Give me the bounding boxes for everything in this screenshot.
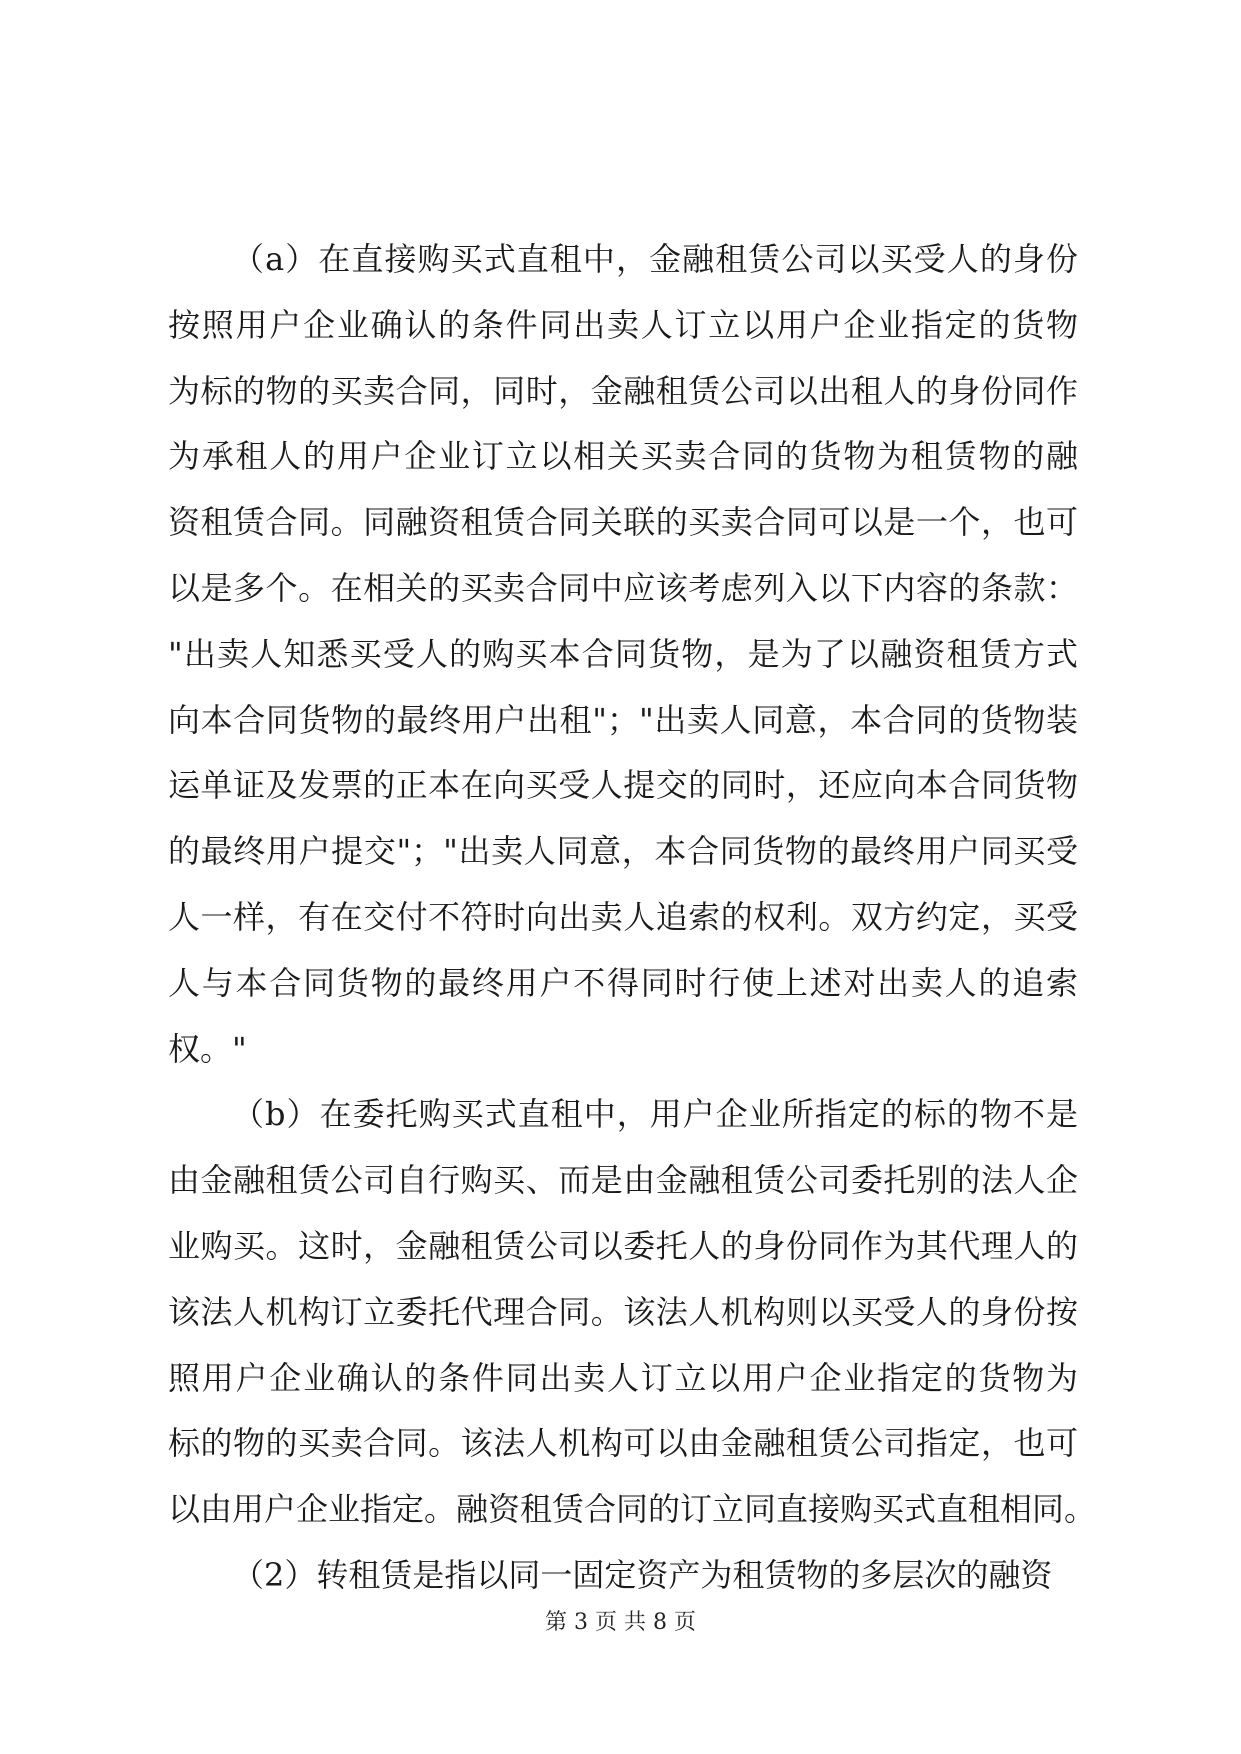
- text-line: 由金融租赁公司自行购买、而是由金融租赁公司委托别的法人企: [168, 1161, 1078, 1200]
- paragraph-para-a: [168, 227, 1078, 1082]
- text-line: 为承租人的用户企业订立以相关买卖合同的货物为租赁物的融: [168, 437, 1078, 476]
- text-line: （a）在直接购买式直租中，金融租赁公司以买受人的身份: [232, 240, 1078, 278]
- paragraph-para-2: [168, 1543, 1078, 1609]
- text-line: 标的物的买卖合同。该法人机构可以由金融租赁公司指定，也可: [168, 1424, 1078, 1463]
- text-line: 照用户企业确认的条件同出卖人订立以用户企业指定的货物为: [168, 1358, 1078, 1397]
- text-line: 向本合同货物的最终用户出租"；"出卖人同意，本合同的货物装: [168, 700, 1078, 739]
- text-line: 人与本合同货物的最终用户不得同时行使上述对出卖人的追索: [168, 963, 1078, 1002]
- text-line: "出卖人知悉买受人的购买本合同货物，是为了以融资租赁方式: [168, 634, 1078, 673]
- text-line: 权。": [168, 1029, 247, 1068]
- text-line: 以由用户企业指定。融资租赁合同的订立同直接购买式直租相同。: [168, 1490, 1097, 1529]
- text-line: 为标的物的买卖合同，同时，金融租赁公司以出租人的身份同作: [168, 371, 1078, 410]
- text-line: （b）在委托购买式直租中，用户企业所指定的标的物不是: [232, 1095, 1078, 1134]
- text-line: 人一样，有在交付不符时向出卖人追索的权利。双方约定，买受: [168, 897, 1078, 936]
- document-body: [168, 227, 1097, 1609]
- text-line: 运单证及发票的正本在向买受人提交的同时，还应向本合同货物: [168, 766, 1078, 805]
- text-line: 的最终用户提交"；"出卖人同意，本合同货物的最终用户同买受: [168, 832, 1078, 871]
- text-line: 按照用户企业确认的条件同出卖人订立以用户企业指定的货物: [168, 305, 1078, 344]
- text-line: 资租赁合同。同融资租赁合同关联的买卖合同可以是一个，也可: [168, 503, 1078, 542]
- text-line: 以是多个。在相关的买卖合同中应该考虑列入以下内容的条款：: [168, 568, 1078, 607]
- page-footer: 第 3 页 共 8 页: [545, 1610, 696, 1635]
- text-line: （2）转租赁是指以同一固定资产为租赁物的多层次的融资: [232, 1555, 1053, 1594]
- text-line: 该法人机构订立委托代理合同。该法人机构则以买受人的身份按: [168, 1292, 1078, 1331]
- paragraph-para-b: [168, 1082, 1097, 1543]
- text-line: 业购买。这时，金融租赁公司以委托人的身份同作为其代理人的: [168, 1226, 1078, 1265]
